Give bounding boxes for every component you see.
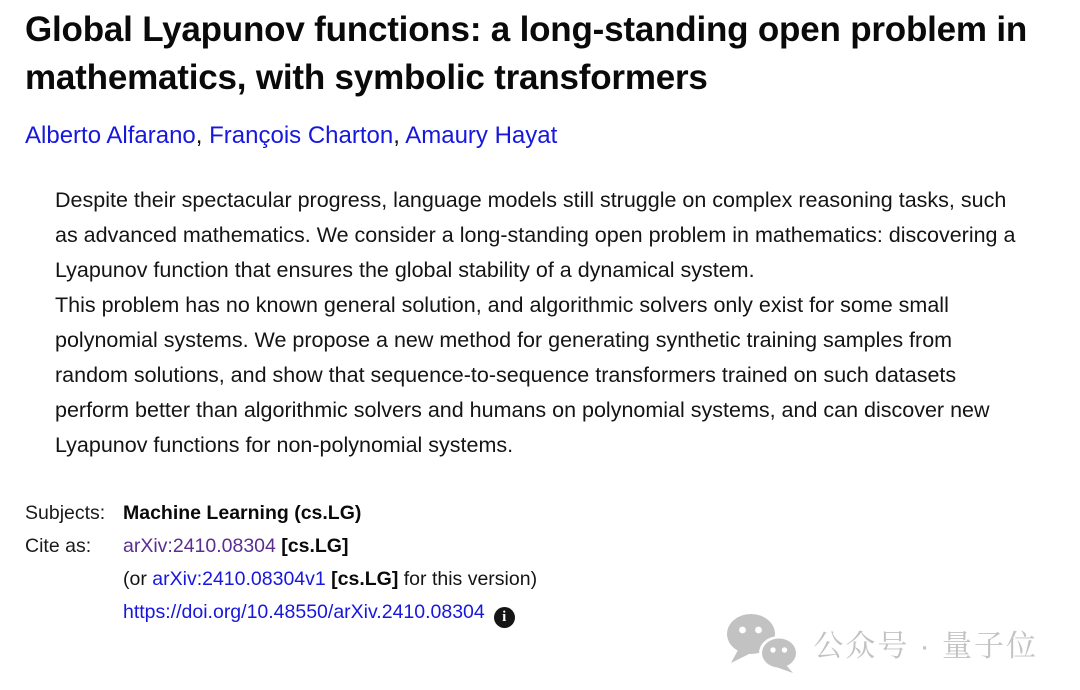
paper-title: Global Lyapunov functions: a long-standing open problem in mathematics, with symbolic transformers	[25, 10, 1028, 97]
author-separator: ,	[393, 122, 406, 149]
abstract-paragraph: This problem has no known general solution, and algorithmic solvers only exist for some small polynomial systems. We propose a new method for generating synthetic training samples from random solutions, and show that sequence-to-sequence transformers trained on such datasets perform better than algorithmic solvers and humans on polynomial systems, and can discover new Lyapunov functions for non-polynomial systems.	[55, 293, 990, 457]
version-prefix: (or	[123, 568, 147, 590]
watermark	[725, 612, 1038, 674]
authors-line	[25, 122, 1080, 150]
info-icon[interactable]: i	[494, 607, 515, 628]
version-suffix: for this version)	[403, 568, 538, 590]
version-row	[123, 563, 1080, 596]
version-category-tag: [cs.LG]	[331, 568, 399, 590]
arxiv-version-link[interactable]: arXiv:2410.08304v1	[152, 568, 326, 590]
arxiv-id-link[interactable]: arXiv:2410.08304	[123, 535, 276, 557]
author-link[interactable]: Alberto Alfarano	[25, 122, 196, 149]
metadata-table	[25, 497, 1080, 629]
author-link[interactable]: François Charton	[209, 122, 394, 149]
abstract-paragraph: Despite their spectacular progress, language models still struggle on complex reasoning tasks, such as advanced mathematics. We consider a long-standing open problem in mathematics: discovering a Lyapunov function that ensures the global stability of a dynamical system.	[55, 188, 1016, 282]
primary-category-tag: [cs.LG]	[281, 535, 349, 557]
empty-label-cell	[25, 563, 123, 596]
author-link[interactable]: Amaury Hayat	[405, 122, 558, 149]
abstract-block	[55, 183, 1030, 463]
cite-as-row	[123, 530, 1080, 563]
author-separator: ,	[195, 122, 210, 149]
subjects-value-row	[123, 497, 1080, 530]
doi-link[interactable]: https://doi.org/10.48550/arXiv.2410.08304	[123, 601, 485, 623]
wechat-icon	[725, 612, 799, 674]
empty-label-cell	[25, 596, 123, 629]
subjects-label: Subjects:	[25, 502, 106, 524]
cite-as-label: Cite as:	[25, 535, 92, 557]
subjects-value: Machine Learning (cs.LG)	[123, 502, 362, 524]
watermark-text: 公众号 · 量子位	[813, 630, 1038, 663]
